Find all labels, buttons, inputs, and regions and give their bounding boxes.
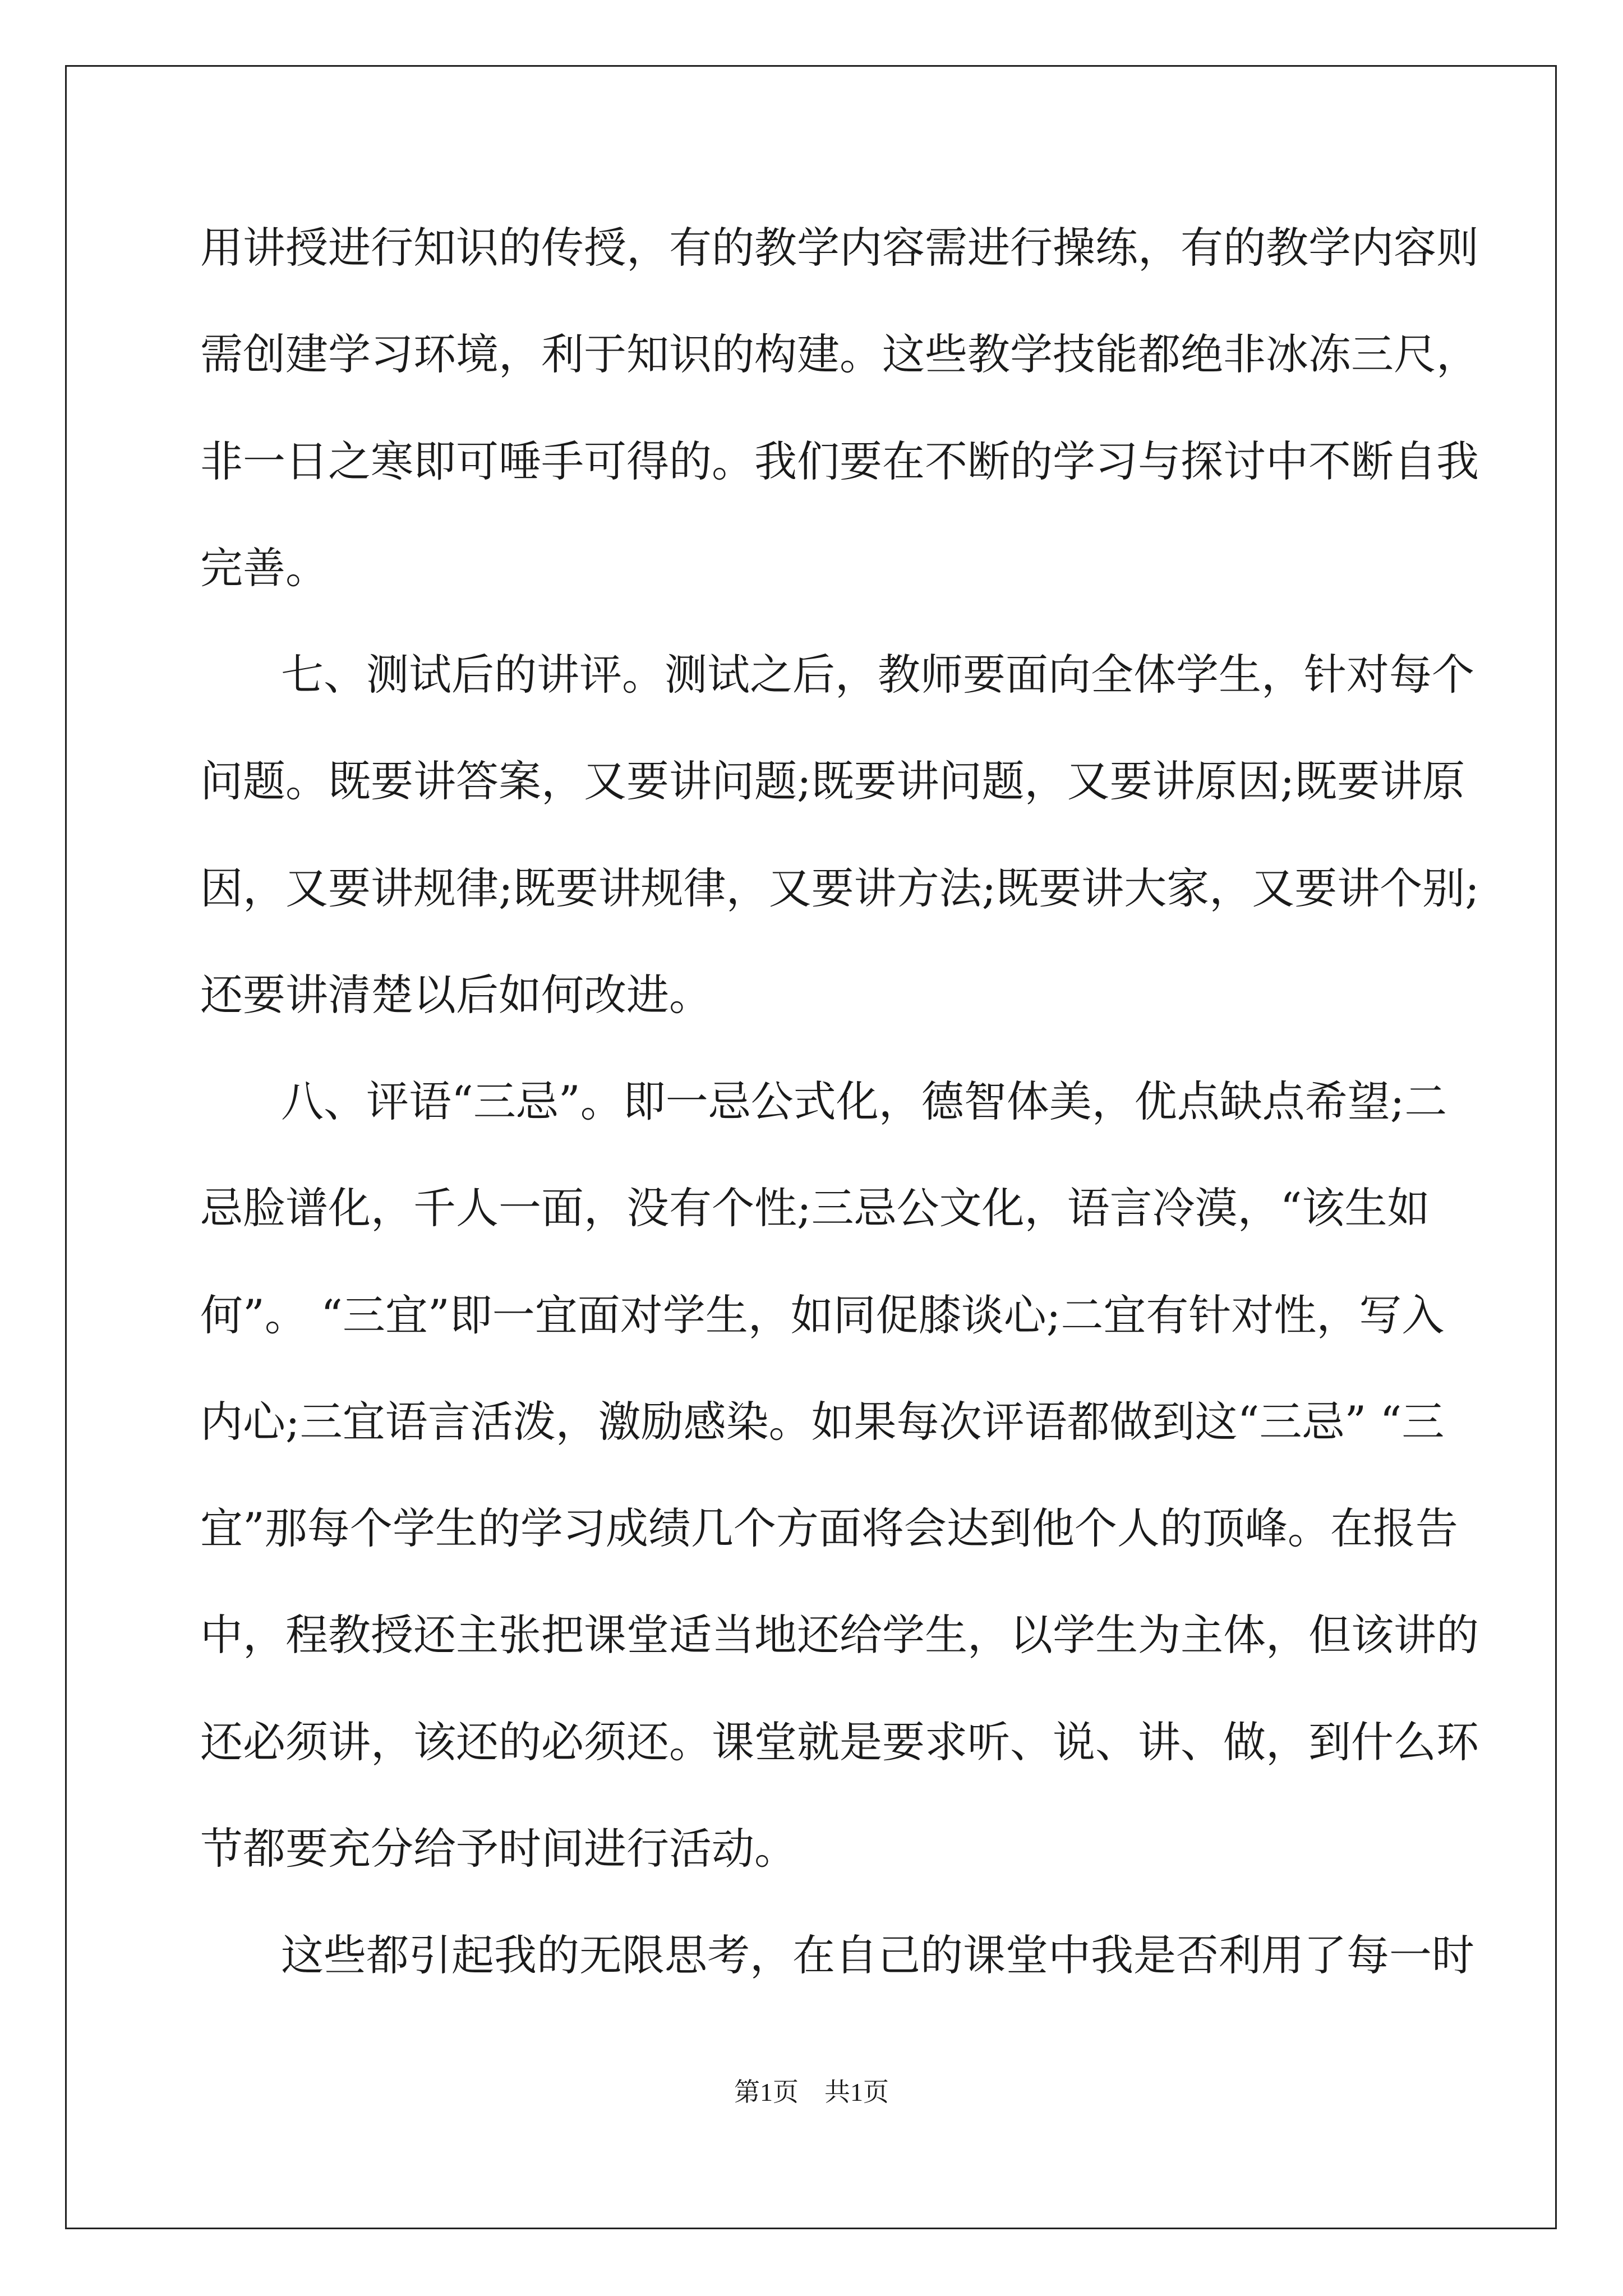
text-line: 节都要充分给予时间进行活动。: [200, 1824, 797, 1874]
text-line: 问题。既要讲答案，又要讲问题;既要讲问题，又要讲原因;既要讲原: [200, 756, 1465, 806]
page-border: [65, 65, 1557, 2229]
text-line: 中，程教授还主张把课堂适当地还给学生，以学生为主体，但该讲的: [200, 1610, 1479, 1660]
text-line: 内心;三宜语言活泼，激励感染。如果每次评语都做到这“三忌” “三: [200, 1397, 1445, 1447]
paragraph-start-line: 这些都引起我的无限思考，在自己的课堂中我是否利用了每一时: [281, 1930, 1474, 1980]
text-line: 宜”那每个学生的学习成绩几个方面将会达到他个人的顶峰。在报告: [200, 1503, 1458, 1553]
paragraph-start-line: 八、评语“三忌”。即一忌公式化，德智体美，优点缺点希望;二: [281, 1076, 1447, 1126]
page-number-footer: 第1页 共1页: [734, 2078, 889, 2106]
text-line: 忌脸谱化，千人一面，没有个性;三忌公文化，语言冷漠，“该生如: [200, 1183, 1430, 1233]
text-line: 还要讲清楚以后如何改进。: [200, 970, 712, 1020]
text-line: 需创建学习环境，利于知识的构建。这些教学技能都绝非冰冻三尺，: [200, 329, 1479, 379]
paragraph-start-line: 七、测试后的讲评。测试之后，教师要面向全体学生，针对每个: [281, 650, 1474, 700]
text-line: 非一日之寒即可唾手可得的。我们要在不断的学习与探讨中不断自我: [200, 436, 1479, 486]
text-line: 还必须讲，该还的必须还。课堂就是要求听、说、讲、做，到什么环: [200, 1717, 1479, 1767]
text-line: 用讲授进行知识的传授，有的教学内容需进行操练，有的教学内容则: [200, 223, 1479, 273]
text-line: 因，又要讲规律;既要讲规律，又要讲方法;既要讲大家，又要讲个别;: [200, 863, 1479, 913]
text-line: 完善。: [200, 543, 328, 593]
text-line: 何”。 “三宜”即一宜面对学生，如同促膝谈心;二宜有针对性，写入: [200, 1290, 1445, 1340]
